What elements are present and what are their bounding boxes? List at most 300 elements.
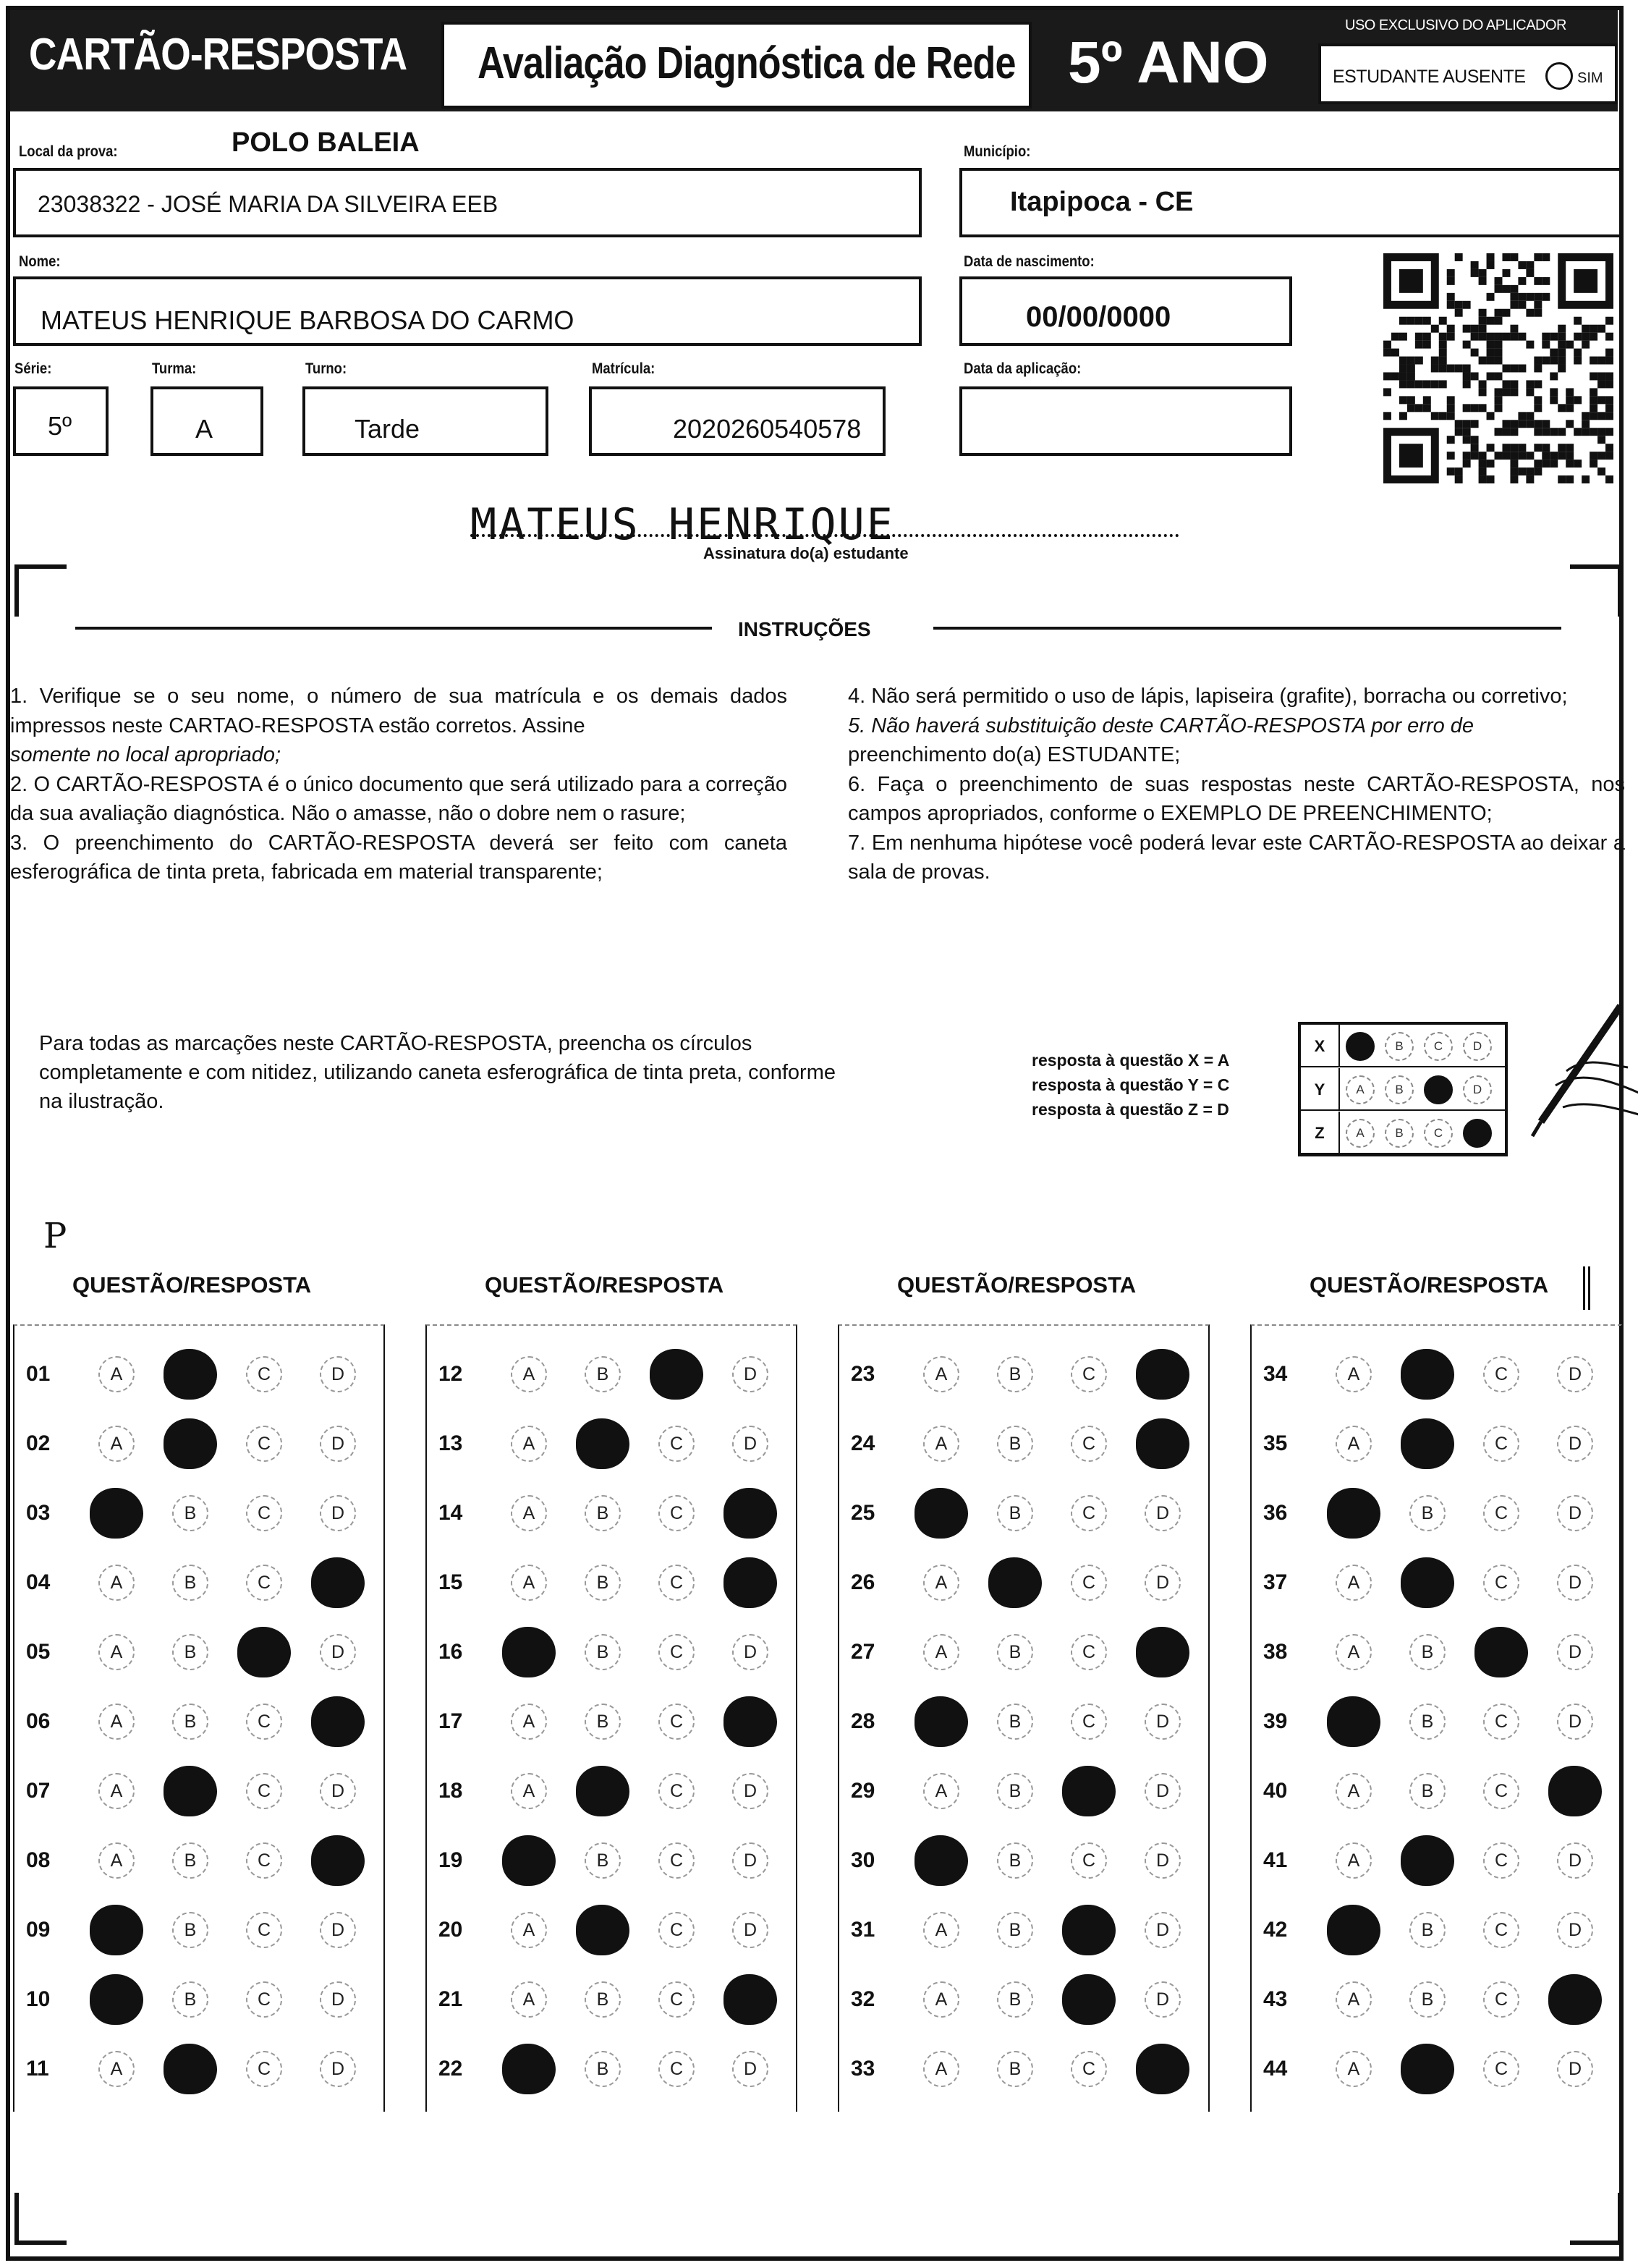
example-bubble-d — [1463, 1119, 1492, 1148]
answer-bubble-a-marked[interactable] — [90, 1974, 143, 2025]
answer-bubble-a[interactable]: A — [98, 1356, 135, 1392]
example-bubble-d: D — [1463, 1032, 1492, 1061]
answer-bubble-d-marked[interactable] — [1548, 1766, 1602, 1816]
local-label: Local da prova: — [19, 143, 118, 160]
answer-bubble-d-marked[interactable] — [1548, 1974, 1602, 2025]
municipio-value: Itapipoca - CE — [1010, 187, 1194, 217]
question-number: 36 — [1263, 1501, 1288, 1525]
answer-bubble-a[interactable]: A — [923, 1634, 959, 1670]
stray-mark: P — [43, 1216, 67, 1256]
answer-bubble-c[interactable]: C — [1483, 1426, 1519, 1462]
question-row — [438, 1423, 789, 1466]
answer-bubble-b-marked[interactable] — [1401, 1349, 1454, 1400]
answer-bubble-c[interactable]: C — [658, 2051, 695, 2087]
question-row — [438, 1562, 789, 1605]
aplicacao-field — [959, 386, 1292, 456]
example-bubble-a: A — [1346, 1075, 1375, 1104]
question-number: 39 — [1263, 1709, 1288, 1733]
answer-bubble-b[interactable]: B — [997, 1426, 1033, 1462]
answer-bubble-b[interactable]: B — [585, 1634, 621, 1670]
answer-bubble-d[interactable]: D — [732, 1356, 768, 1392]
answer-bubble-b-marked[interactable] — [1401, 1557, 1454, 1608]
question-number: 06 — [26, 1709, 51, 1733]
answer-bubble-d-marked[interactable] — [311, 1696, 365, 1747]
answer-bubble-c[interactable]: C — [1483, 1704, 1519, 1740]
answer-bubble-b[interactable]: B — [585, 1565, 621, 1601]
answer-bubble-b[interactable]: B — [172, 1842, 208, 1879]
turno-value: Tarde — [355, 414, 420, 444]
answer-bubble-b[interactable]: B — [585, 1842, 621, 1879]
question-number: 25 — [851, 1501, 875, 1525]
question-row — [1263, 1701, 1613, 1744]
answer-bubble-b[interactable]: B — [1409, 1981, 1446, 2018]
answer-bubble-a[interactable]: A — [923, 1912, 959, 1948]
answer-bubble-d[interactable]: D — [1557, 1495, 1593, 1531]
question-number: 15 — [438, 1570, 463, 1594]
answer-bubble-a-marked[interactable] — [915, 1488, 968, 1539]
question-number: 28 — [851, 1709, 875, 1733]
answer-bubble-d[interactable]: D — [732, 1773, 768, 1809]
answer-bubble-c[interactable]: C — [1071, 1495, 1107, 1531]
answer-bubble-b[interactable]: B — [172, 1981, 208, 2018]
example-key: Z — [1301, 1112, 1340, 1153]
question-row — [1263, 1631, 1613, 1675]
answer-bubble-c[interactable]: C — [246, 1912, 282, 1948]
nascimento-value: 00/00/0000 — [1026, 301, 1171, 333]
answer-bubble-c[interactable]: C — [658, 1842, 695, 1879]
question-row — [26, 1423, 376, 1466]
answer-bubble-a-marked[interactable] — [502, 2044, 556, 2094]
answer-bubble-c[interactable]: C — [246, 1426, 282, 1462]
answer-bubble-d-marked[interactable] — [311, 1557, 365, 1608]
question-number: 26 — [851, 1570, 875, 1594]
question-row — [1263, 1562, 1613, 1605]
question-number: 03 — [26, 1501, 51, 1525]
serie-value: 5º — [48, 411, 72, 441]
answer-bubble-c[interactable]: C — [246, 1704, 282, 1740]
answer-bubble-d[interactable]: D — [1557, 1426, 1593, 1462]
question-row — [438, 1701, 789, 1744]
answer-bubble-a[interactable]: A — [98, 1842, 135, 1879]
answer-bubble-b-marked[interactable] — [1401, 1418, 1454, 1469]
answer-bubble-c[interactable]: C — [1483, 1495, 1519, 1531]
answer-bubble-c[interactable]: C — [1071, 1565, 1107, 1601]
absent-option: SIM — [1577, 70, 1603, 86]
answer-bubble-a[interactable]: A — [1336, 1773, 1372, 1809]
answer-bubble-b[interactable]: B — [585, 1356, 621, 1392]
answer-bubble-a-marked[interactable] — [90, 1488, 143, 1539]
answer-bubble-c-marked[interactable] — [1062, 1766, 1116, 1816]
answer-bubble-b[interactable]: B — [1409, 1773, 1446, 1809]
question-row — [851, 1423, 1201, 1466]
answer-bubble-b[interactable]: B — [585, 1495, 621, 1531]
answer-bubble-a-marked[interactable] — [1327, 1905, 1380, 1955]
answer-bubble-c-marked[interactable] — [1062, 1905, 1116, 1955]
answer-bubble-a[interactable]: A — [511, 1773, 547, 1809]
answer-bubble-d[interactable]: D — [320, 1981, 356, 2018]
turma-label: Turma: — [152, 360, 197, 377]
example-row — [1301, 1068, 1505, 1111]
answer-bubble-b[interactable]: B — [172, 1495, 208, 1531]
corner-mark-top-right — [1570, 564, 1622, 617]
answer-bubble-c[interactable]: C — [1071, 1704, 1107, 1740]
answer-bubble-b[interactable]: B — [997, 1495, 1033, 1531]
example-grid — [1298, 1022, 1508, 1156]
signature-line — [470, 534, 1179, 537]
answer-bubble-c-marked[interactable] — [237, 1627, 291, 1677]
question-row — [851, 1353, 1201, 1397]
answer-bubble-c[interactable]: C — [1483, 2051, 1519, 2087]
question-row — [1263, 1423, 1613, 1466]
example-key: X — [1301, 1025, 1340, 1066]
serie-label: Série: — [14, 360, 52, 377]
example-bubble-c — [1424, 1075, 1453, 1104]
example-line-x: resposta à questão X = A — [1032, 1051, 1230, 1070]
answer-bubble-b-marked[interactable] — [576, 1418, 629, 1469]
answer-bubble-c[interactable]: C — [1071, 1634, 1107, 1670]
question-number: 30 — [851, 1848, 875, 1872]
question-number: 08 — [26, 1848, 51, 1872]
example-bubble-b: B — [1385, 1075, 1414, 1104]
example-bubble-d: D — [1463, 1075, 1492, 1104]
answer-bubble-d[interactable]: D — [1145, 1981, 1181, 2018]
answer-bubble-a[interactable]: A — [511, 1981, 547, 2018]
question-row — [851, 1631, 1201, 1675]
municipio-label: Município: — [964, 143, 1031, 160]
question-number: 37 — [1263, 1570, 1288, 1594]
answer-bubble-a[interactable]: A — [98, 1773, 135, 1809]
answer-bubble-b[interactable]: B — [1409, 1634, 1446, 1670]
answer-bubble-d-marked[interactable] — [723, 1696, 777, 1747]
example-row — [1301, 1025, 1505, 1067]
instructions-rule-left — [75, 627, 712, 630]
nome-value: MATEUS HENRIQUE BARBOSA DO CARMO — [41, 305, 574, 335]
answer-bubble-b[interactable]: B — [997, 1773, 1033, 1809]
question-number: 23 — [851, 1362, 875, 1386]
answer-bubble-c[interactable]: C — [1071, 1426, 1107, 1462]
question-row — [851, 1840, 1201, 1883]
question-number: 27 — [851, 1640, 875, 1664]
question-row — [438, 1353, 789, 1397]
answer-bubble-c[interactable]: C — [658, 1981, 695, 2018]
answer-bubble-b-marked[interactable] — [576, 1766, 629, 1816]
instructions-rule-right — [933, 627, 1561, 630]
question-row — [438, 1492, 789, 1536]
answer-bubble-d[interactable]: D — [320, 1634, 356, 1670]
question-number: 01 — [26, 1362, 51, 1386]
answer-bubble-d-marked[interactable] — [1136, 1418, 1189, 1469]
question-row — [1263, 1492, 1613, 1536]
answer-bubble-d[interactable]: D — [1145, 1773, 1181, 1809]
answer-bubble-c-marked[interactable] — [650, 1349, 703, 1400]
example-bubble-c: C — [1424, 1119, 1453, 1148]
answer-bubble-c-marked[interactable] — [1062, 1974, 1116, 2025]
answer-bubble-a[interactable]: A — [98, 2051, 135, 2087]
answer-bubble-a[interactable]: A — [511, 1495, 547, 1531]
answer-bubble-c[interactable]: C — [246, 1495, 282, 1531]
answer-bubble-a[interactable]: A — [923, 1565, 959, 1601]
answer-bubble-d[interactable]: D — [320, 1495, 356, 1531]
answer-bubble-a-marked[interactable] — [1327, 1488, 1380, 1539]
answer-bubble-c[interactable]: C — [246, 1356, 282, 1392]
question-number: 05 — [26, 1640, 51, 1664]
answer-bubble-b-marked[interactable] — [576, 1905, 629, 1955]
absent-bubble[interactable] — [1545, 62, 1573, 90]
answer-bubble-b[interactable]: B — [585, 1981, 621, 2018]
matricula-label: Matrícula: — [592, 360, 655, 377]
answer-bubble-d[interactable]: D — [1145, 1495, 1181, 1531]
question-number: 18 — [438, 1779, 463, 1803]
answer-bubble-d-marked[interactable] — [723, 1557, 777, 1608]
question-row — [851, 1979, 1201, 2022]
aplicacao-label: Data da aplicação: — [964, 360, 1082, 377]
answer-bubble-a[interactable]: A — [511, 1565, 547, 1601]
answer-bubble-b[interactable]: B — [997, 1634, 1033, 1670]
answer-bubble-a[interactable]: A — [511, 1356, 547, 1392]
signature-caption: Assinatura do(a) estudante — [703, 544, 909, 562]
answer-bubble-b[interactable]: B — [585, 2051, 621, 2087]
answer-bubble-a-marked[interactable] — [502, 1627, 556, 1677]
instruction-4: 4. Não será permitido o uso de lápis, lapiseira (grafite), borracha ou corretivo; — [848, 685, 1568, 708]
answer-bubble-b[interactable]: B — [172, 1704, 208, 1740]
instruction-3: 3. O preenchimento do CARTÃO-RESPOSTA deverá ser feito com caneta esferográfica de tinta preta, fabricada em material transparente; — [10, 831, 787, 884]
answer-bubble-c[interactable]: C — [658, 1704, 695, 1740]
answer-bubble-a[interactable]: A — [511, 1704, 547, 1740]
question-row — [26, 1909, 376, 1952]
answer-bubble-b-marked[interactable] — [1401, 1835, 1454, 1886]
example-line-y: resposta à questão Y = C — [1032, 1075, 1230, 1094]
answer-bubble-d-marked[interactable] — [1136, 2044, 1189, 2094]
answer-bubble-b[interactable]: B — [997, 1356, 1033, 1392]
answer-bubble-a[interactable]: A — [1336, 2051, 1372, 2087]
answer-bubble-a-marked[interactable] — [1327, 1696, 1380, 1747]
question-number: 38 — [1263, 1640, 1288, 1664]
column-header: QUESTÃO/RESPOSTA — [1310, 1272, 1549, 1298]
question-row — [26, 1770, 376, 1814]
applicator-label: USO EXCLUSIVO DO APLICADOR — [1345, 17, 1566, 33]
question-number: 02 — [26, 1431, 51, 1455]
question-number: 42 — [1263, 1918, 1288, 1942]
question-row — [26, 1840, 376, 1883]
answer-bubble-c[interactable]: C — [246, 1842, 282, 1879]
answer-bubble-a[interactable]: A — [923, 1356, 959, 1392]
answer-bubble-b-marked[interactable] — [164, 1418, 217, 1469]
question-row — [26, 2048, 376, 2091]
answer-bubble-d-marked[interactable] — [311, 1835, 365, 1886]
example-bubble-b: B — [1385, 1032, 1414, 1061]
answer-bubble-d[interactable]: D — [1145, 1912, 1181, 1948]
answer-bubble-c[interactable]: C — [1483, 1356, 1519, 1392]
answer-bubble-a[interactable]: A — [923, 2051, 959, 2087]
answer-bubble-d[interactable]: D — [320, 1773, 356, 1809]
column-marker — [1583, 1266, 1590, 1310]
question-row — [438, 1840, 789, 1883]
answer-bubble-c[interactable]: C — [246, 2051, 282, 2087]
answer-bubble-b-marked[interactable] — [1401, 2044, 1454, 2094]
answer-bubble-d[interactable]: D — [320, 2051, 356, 2087]
question-number: 17 — [438, 1709, 463, 1733]
answer-bubble-b[interactable]: B — [997, 1912, 1033, 1948]
instruction-1-note: somente no local apropriado; — [10, 743, 281, 766]
answer-bubble-a[interactable]: A — [98, 1704, 135, 1740]
question-row — [1263, 1979, 1613, 2022]
question-number: 09 — [26, 1918, 51, 1942]
question-number: 04 — [26, 1570, 51, 1594]
answer-bubble-d[interactable]: D — [1557, 1565, 1593, 1601]
answer-bubble-c[interactable]: C — [658, 1426, 695, 1462]
answer-bubble-c[interactable]: C — [246, 1565, 282, 1601]
example-bubble-a — [1346, 1032, 1375, 1061]
answer-bubble-c-marked[interactable] — [1474, 1627, 1528, 1677]
answer-bubble-b[interactable]: B — [1409, 1704, 1446, 1740]
question-row — [851, 1492, 1201, 1536]
answer-bubble-a-marked[interactable] — [915, 1696, 968, 1747]
answer-bubble-b-marked[interactable] — [988, 1557, 1042, 1608]
question-number: 21 — [438, 1987, 463, 2011]
instruction-6: 6. Faça o preenchimento de suas respostas neste CARTÃO-RESPOSTA, nos campos apropriados, conforme o EXEMPLO DE PREENCHIMENTO; — [848, 772, 1625, 825]
question-number: 10 — [26, 1987, 51, 2011]
answer-bubble-a[interactable]: A — [1336, 1842, 1372, 1879]
answer-bubble-b[interactable]: B — [997, 1981, 1033, 2018]
example-bubble-b: B — [1385, 1119, 1414, 1148]
answer-bubble-a[interactable]: A — [1336, 1565, 1372, 1601]
answer-bubble-c[interactable]: C — [1483, 1773, 1519, 1809]
answer-bubble-c[interactable]: C — [1483, 1565, 1519, 1601]
question-row — [438, 1770, 789, 1814]
student-signature: MATEUS HENRIQUE — [470, 499, 895, 550]
answer-bubble-d-marked[interactable] — [1136, 1627, 1189, 1677]
instruction-5-cont: preenchimento do(a) ESTUDANTE; — [848, 743, 1181, 766]
example-line-z: resposta à questão Z = D — [1032, 1100, 1229, 1119]
question-row — [438, 2048, 789, 2091]
answer-bubble-c[interactable]: C — [246, 1981, 282, 2018]
answer-bubble-a[interactable]: A — [511, 1912, 547, 1948]
answer-bubble-c[interactable]: C — [1483, 1912, 1519, 1948]
answer-bubble-c[interactable]: C — [1483, 1842, 1519, 1879]
answer-bubble-b-marked[interactable] — [164, 2044, 217, 2094]
instruction-5: 5. Não haverá substituição deste CARTÃO-RESPOSTA por erro de — [848, 714, 1474, 737]
answer-bubble-b[interactable]: B — [585, 1704, 621, 1740]
question-number: 34 — [1263, 1362, 1288, 1386]
answer-bubble-a[interactable]: A — [923, 1773, 959, 1809]
answer-bubble-c[interactable]: C — [658, 1634, 695, 1670]
answer-bubble-b[interactable]: B — [997, 1842, 1033, 1879]
instructions-title: INSTRUÇÕES — [738, 618, 871, 640]
answer-bubble-c[interactable]: C — [1071, 1356, 1107, 1392]
question-number: 19 — [438, 1848, 463, 1872]
answer-bubble-c[interactable]: C — [1071, 1842, 1107, 1879]
answer-bubble-d[interactable]: D — [1557, 1356, 1593, 1392]
answer-bubble-d[interactable]: D — [732, 1842, 768, 1879]
answer-bubble-b[interactable]: B — [997, 2051, 1033, 2087]
answer-bubble-b-marked[interactable] — [164, 1766, 217, 1816]
question-row — [26, 1562, 376, 1605]
answer-bubble-b[interactable]: B — [172, 1634, 208, 1670]
question-number: 13 — [438, 1431, 463, 1455]
answer-bubble-b[interactable]: B — [1409, 1912, 1446, 1948]
answer-bubble-a-marked[interactable] — [90, 1905, 143, 1955]
answer-bubble-d[interactable]: D — [1145, 1842, 1181, 1879]
example-bubble-c: C — [1424, 1032, 1453, 1061]
answer-bubble-c[interactable]: C — [1071, 2051, 1107, 2087]
column-header: QUESTÃO/RESPOSTA — [485, 1272, 724, 1298]
answer-bubble-b-marked[interactable] — [164, 1349, 217, 1400]
answer-bubble-c[interactable]: C — [1483, 1981, 1519, 2018]
question-number: 20 — [438, 1918, 463, 1942]
answer-bubble-b[interactable]: B — [172, 1565, 208, 1601]
answer-bubble-d[interactable]: D — [732, 1426, 768, 1462]
question-number: 29 — [851, 1779, 875, 1803]
question-number: 41 — [1263, 1848, 1288, 1872]
answer-bubble-c[interactable]: C — [658, 1565, 695, 1601]
corner-mark-top-left — [14, 564, 67, 617]
turno-label: Turno: — [305, 360, 347, 377]
instructions-right — [848, 682, 1625, 887]
answer-bubble-a-marked[interactable] — [915, 1835, 968, 1886]
question-row — [26, 1631, 376, 1675]
answer-bubble-b[interactable]: B — [997, 1704, 1033, 1740]
answer-bubble-a[interactable]: A — [98, 1565, 135, 1601]
local-value: POLO BALEIA — [232, 127, 420, 158]
question-number: 22 — [438, 2057, 463, 2081]
question-row — [26, 1701, 376, 1744]
answer-bubble-c[interactable]: C — [658, 1495, 695, 1531]
answer-bubble-a[interactable]: A — [511, 1426, 547, 1462]
question-row — [1263, 1840, 1613, 1883]
answer-bubble-d-marked[interactable] — [1136, 1349, 1189, 1400]
qr-code-icon — [1383, 253, 1613, 483]
answer-bubble-a[interactable]: A — [98, 1634, 135, 1670]
sheet-subtitle: Avaliação Diagnóstica de Rede — [478, 38, 1016, 88]
instruction-7: 7. Em nenhuma hipótese você poderá levar este CARTÃO-RESPOSTA ao deixar a sala de provas. — [848, 831, 1625, 884]
answer-bubble-d[interactable]: D — [320, 1912, 356, 1948]
answer-bubble-d[interactable]: D — [1557, 1842, 1593, 1879]
corner-mark-bottom-right — [1570, 2193, 1622, 2245]
answer-bubble-d[interactable]: D — [1557, 2051, 1593, 2087]
answer-bubble-a[interactable]: A — [923, 1426, 959, 1462]
answer-bubble-d[interactable]: D — [732, 1912, 768, 1948]
answer-bubble-d[interactable]: D — [732, 2051, 768, 2087]
answer-bubble-b[interactable]: B — [1409, 1495, 1446, 1531]
answer-bubble-d[interactable]: D — [1557, 1704, 1593, 1740]
answer-bubble-a[interactable]: A — [1336, 1981, 1372, 2018]
answer-bubble-d[interactable]: D — [1557, 1912, 1593, 1948]
answer-bubble-b[interactable]: B — [172, 1912, 208, 1948]
answer-bubble-a[interactable]: A — [1336, 1426, 1372, 1462]
answer-bubble-d[interactable]: D — [1145, 1565, 1181, 1601]
answer-bubble-c[interactable]: C — [658, 1773, 695, 1809]
answer-bubble-a[interactable]: A — [923, 1981, 959, 2018]
question-row — [438, 1979, 789, 2022]
answer-bubble-d[interactable]: D — [732, 1634, 768, 1670]
nascimento-label: Data de nascimento: — [964, 253, 1095, 270]
answer-bubble-c[interactable]: C — [246, 1773, 282, 1809]
question-row — [851, 1701, 1201, 1744]
answer-bubble-d[interactable]: D — [1145, 1704, 1181, 1740]
answer-bubble-d[interactable]: D — [320, 1356, 356, 1392]
answer-bubble-c[interactable]: C — [658, 1912, 695, 1948]
answer-bubble-d-marked[interactable] — [723, 1974, 777, 2025]
answer-bubble-a[interactable]: A — [98, 1426, 135, 1462]
answer-bubble-a-marked[interactable] — [502, 1835, 556, 1886]
answer-bubble-a[interactable]: A — [1336, 1356, 1372, 1392]
answer-bubble-d[interactable]: D — [320, 1426, 356, 1462]
answer-bubble-d[interactable]: D — [1557, 1634, 1593, 1670]
answer-bubble-d-marked[interactable] — [723, 1488, 777, 1539]
question-number: 35 — [1263, 1431, 1288, 1455]
answer-bubble-a[interactable]: A — [1336, 1634, 1372, 1670]
turma-value: A — [195, 414, 213, 444]
